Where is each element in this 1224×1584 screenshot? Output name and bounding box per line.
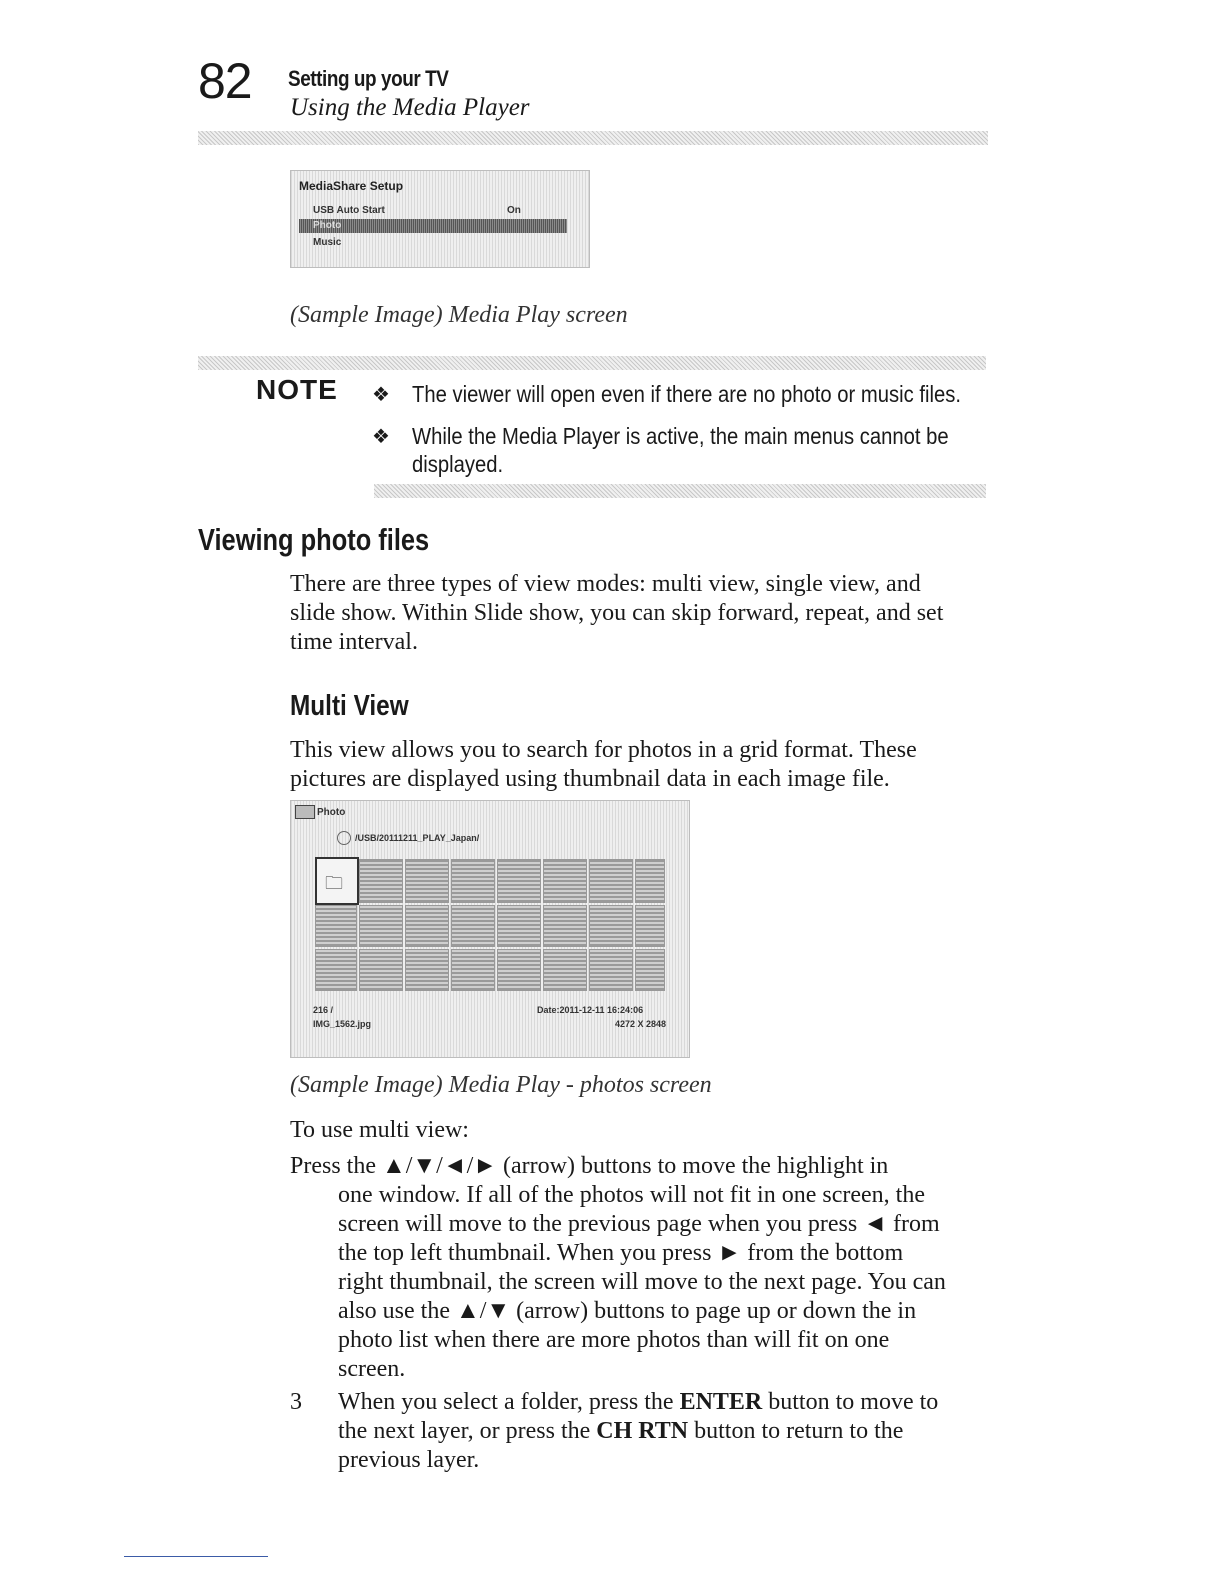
photos-screen-screenshot <box>290 800 690 1058</box>
photo-thumbnail <box>315 949 357 991</box>
subsection-heading-multi-view: Multi View <box>290 690 409 722</box>
multi-view-paragraph <box>290 736 990 794</box>
note-bullet-1: The viewer will open even if there are no photo or music files. <box>412 381 962 407</box>
enter-button-label: ENTER <box>679 1389 763 1415</box>
instruction-step <box>290 1152 1010 1384</box>
photo-date: Date:2011-12-11 16:24:06 <box>537 1005 644 1015</box>
section-heading-viewing-photo-files: Viewing photo files <box>198 522 430 557</box>
folder-icon: 🗀 <box>325 873 343 893</box>
photo-thumbnail <box>589 949 633 991</box>
text-line <box>338 1417 1018 1446</box>
text-run: button to return to the <box>688 1418 904 1444</box>
running-header-section: Setting up your TV <box>288 66 449 91</box>
note-bottom-rule <box>374 484 986 498</box>
menu-row-highlight <box>299 219 567 233</box>
text-line <box>338 1388 1018 1417</box>
text-line: also use the ▲/▼ (arrow) buttons to page up or down the in <box>338 1298 917 1324</box>
note-label: NOTE <box>256 374 338 405</box>
figure1-caption: (Sample Image) Media Play screen <box>290 302 628 328</box>
page-number: 82 <box>198 53 252 109</box>
note-bullet-icon: ❖ <box>372 384 390 406</box>
menu-row-usb-auto-start-value: On <box>507 205 521 216</box>
text-line: Press the ▲/▼/◄/► (arrow) buttons to move the highlight in <box>290 1153 889 1179</box>
photo-filename: IMG_1562.jpg <box>313 1019 372 1029</box>
text-line: There are three types of view modes: multi view, single view, and <box>290 571 921 597</box>
text-line: pictures are displayed using thumbnail data in each image file. <box>290 766 890 792</box>
text-run: When you select a folder, press the <box>338 1389 680 1415</box>
photo-thumbnail <box>589 905 633 947</box>
text-line: previous layer. <box>338 1447 480 1473</box>
figure2-caption: (Sample Image) Media Play - photos screen <box>290 1072 712 1098</box>
ch-rtn-button-label: CH RTN <box>596 1418 689 1444</box>
photo-thumbnail <box>589 859 633 903</box>
instructions-intro: To use multi view: <box>290 1117 469 1143</box>
folder-path: /USB/20111211_PLAY_Japan/ <box>355 833 480 843</box>
menu-title: MediaShare Setup <box>299 179 404 193</box>
text-line: slide show. Within Slide show, you can skip forward, repeat, and set <box>290 600 944 626</box>
header-rule <box>198 131 988 145</box>
viewing-paragraph <box>290 570 990 657</box>
text-line: screen. <box>338 1356 406 1382</box>
note-top-rule <box>198 356 986 370</box>
photo-thumbnail <box>497 949 541 991</box>
text-line: This view allows you to search for photos in a grid format. These <box>290 737 917 763</box>
menu-row-photo: Photo <box>313 220 342 231</box>
text-run: button to move to <box>762 1389 939 1415</box>
note-bullet-2-continued: displayed. <box>412 451 504 477</box>
footer-rule <box>124 1556 268 1557</box>
photo-thumbnail <box>497 859 541 903</box>
photo-thumbnail <box>405 949 449 991</box>
instruction-step-3 <box>338 1388 1018 1475</box>
mediashare-setup-screenshot <box>290 170 590 268</box>
text-line: the top left thumbnail. When you press ► from the bottom <box>338 1240 904 1266</box>
folder-thumbnail <box>315 857 359 905</box>
photo-count: 216 / <box>313 1005 334 1015</box>
photo-tab-label: Photo <box>317 807 346 818</box>
note-bullet-icon: ❖ <box>372 426 390 448</box>
photo-thumbnail <box>635 859 665 903</box>
photo-resolution: 4272 X 2848 <box>615 1019 667 1029</box>
photo-thumbnail <box>359 949 403 991</box>
photo-thumbnail <box>359 859 403 903</box>
photo-thumbnail <box>451 859 495 903</box>
text-line: one window. If all of the photos will not fit in one screen, the <box>338 1182 925 1208</box>
menu-row-music: Music <box>313 237 342 248</box>
menu-row-usb-auto-start: USB Auto Start <box>313 205 385 216</box>
photo-thumbnail <box>315 905 357 947</box>
photo-thumbnail <box>405 859 449 903</box>
text-line: screen will move to the previous page when you press ◄ from <box>338 1211 940 1237</box>
note-bullet-2: While the Media Player is active, the main menus cannot be <box>412 423 949 449</box>
photo-tab-icon <box>295 805 315 819</box>
folder-path-icon <box>337 831 351 845</box>
photo-thumbnail <box>497 905 541 947</box>
photo-thumbnail <box>543 949 587 991</box>
photo-thumbnail <box>451 905 495 947</box>
text-line: right thumbnail, the screen will move to the next page. You can <box>338 1269 946 1295</box>
photo-thumbnail <box>543 859 587 903</box>
photo-thumbnail <box>451 949 495 991</box>
photo-thumbnail <box>359 905 403 947</box>
text-run: the next layer, or press the <box>338 1418 597 1444</box>
photo-thumbnail <box>405 905 449 947</box>
step-3-number: 3 <box>290 1389 302 1415</box>
photo-thumbnail <box>635 905 665 947</box>
running-header-subsection: Using the Media Player <box>290 94 530 121</box>
photo-thumbnail <box>635 949 665 991</box>
photo-thumbnail <box>543 905 587 947</box>
text-line: photo list when there are more photos than will fit on one <box>338 1327 890 1353</box>
text-line: time interval. <box>290 629 418 655</box>
